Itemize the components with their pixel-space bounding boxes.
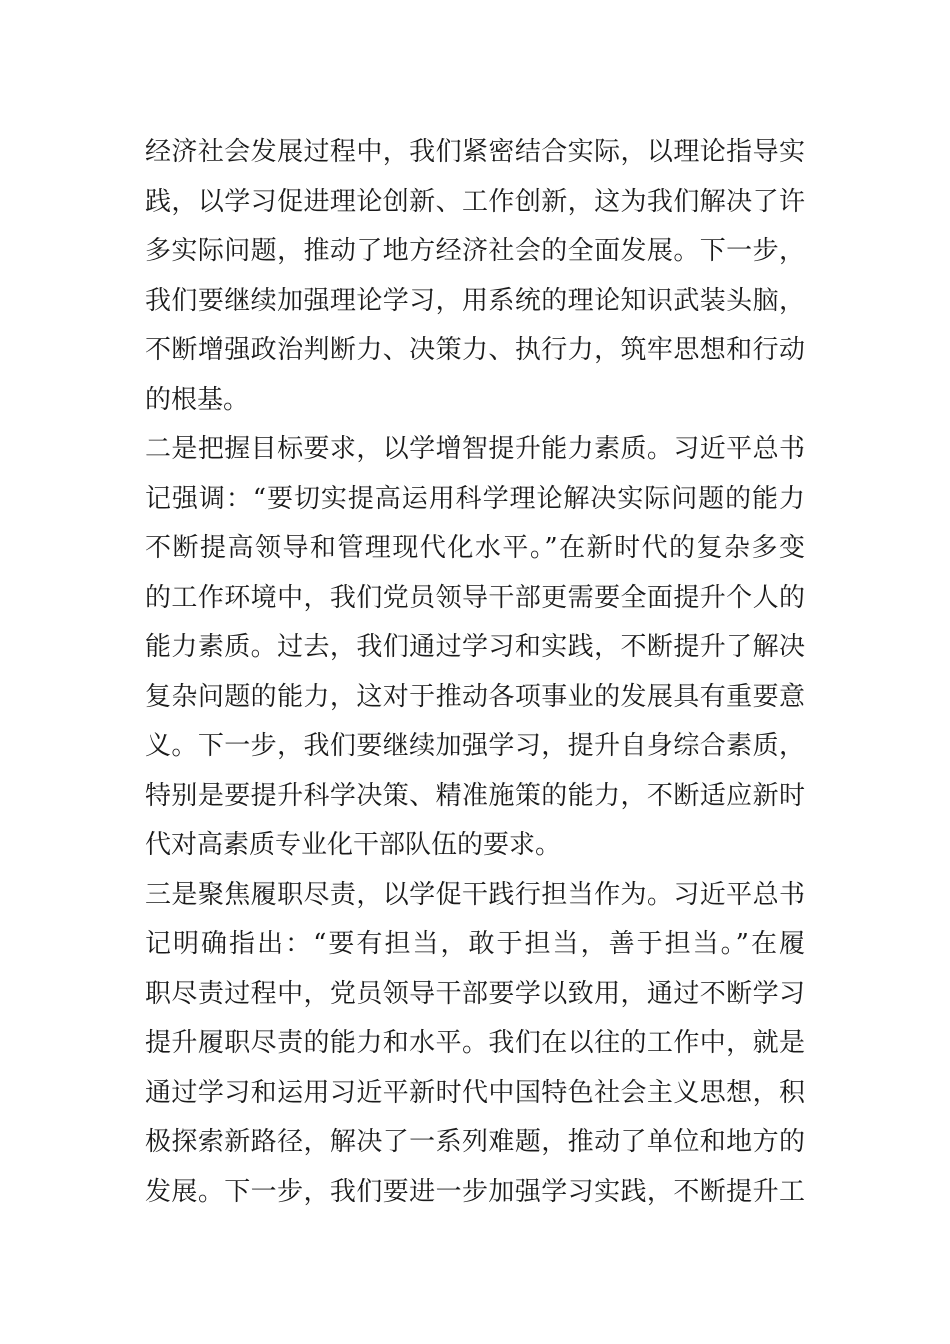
- text-line: 三是聚焦履职尽责，以学促干践行担当作为。习近平总书: [145, 879, 805, 910]
- text-line: 极探索新路径，解决了一系列难题，推动了单位和地方的: [145, 1127, 805, 1157]
- text-line: 义。下一步，我们要继续加强学习，提升自身综合素质，: [145, 731, 805, 761]
- text-line: 记明确指出：“要有担当，敢于担当，善于担当。”在履: [145, 929, 805, 959]
- text-line: 不断提高领导和管理现代化水平。”在新时代的复杂多变: [145, 533, 805, 563]
- text-line: 复杂问题的能力，这对于推动各项事业的发展具有重要意: [145, 681, 805, 712]
- text-line: 多实际问题，推动了地方经济社会的全面发展。下一步，: [145, 236, 805, 266]
- text-line: 特别是要提升科学决策、精准施策的能力，不断适应新时: [145, 780, 805, 811]
- text-line: 不断增强政治判断力、决策力、执行力，筑牢思想和行动: [145, 335, 805, 365]
- body-text: [145, 128, 805, 1217]
- text-line: 通过学习和运用习近平新时代中国特色社会主义思想，积: [145, 1077, 805, 1108]
- text-line: 发展。下一步，我们要进一步加强学习实践，不断提升工: [145, 1176, 805, 1207]
- text-line: 提升履职尽责的能力和水平。我们在以往的工作中，就是: [145, 1028, 805, 1058]
- text-line: 二是把握目标要求，以学增智提升能力素质。习近平总书: [145, 434, 805, 464]
- text-line: 经济社会发展过程中，我们紧密结合实际，以理论指导实: [145, 137, 805, 167]
- text-line: 践，以学习促进理论创新、工作创新，这为我们解决了许: [145, 186, 805, 217]
- text-line: 职尽责过程中，党员领导干部要学以致用，通过不断学习: [145, 978, 805, 1009]
- text-line: 我们要继续加强理论学习，用系统的理论知识武装头脑，: [145, 285, 805, 316]
- text-line: 的根基。: [145, 384, 250, 415]
- text-line: 记强调：“要切实提高运用科学理论解决实际问题的能力: [145, 483, 805, 514]
- text-line: 能力素质。过去，我们通过学习和实践，不断提升了解决: [145, 632, 805, 662]
- text-line: 的工作环境中，我们党员领导干部更需要全面提升个人的: [145, 582, 805, 613]
- text-line: 代对高素质专业化干部队伍的要求。: [145, 830, 562, 860]
